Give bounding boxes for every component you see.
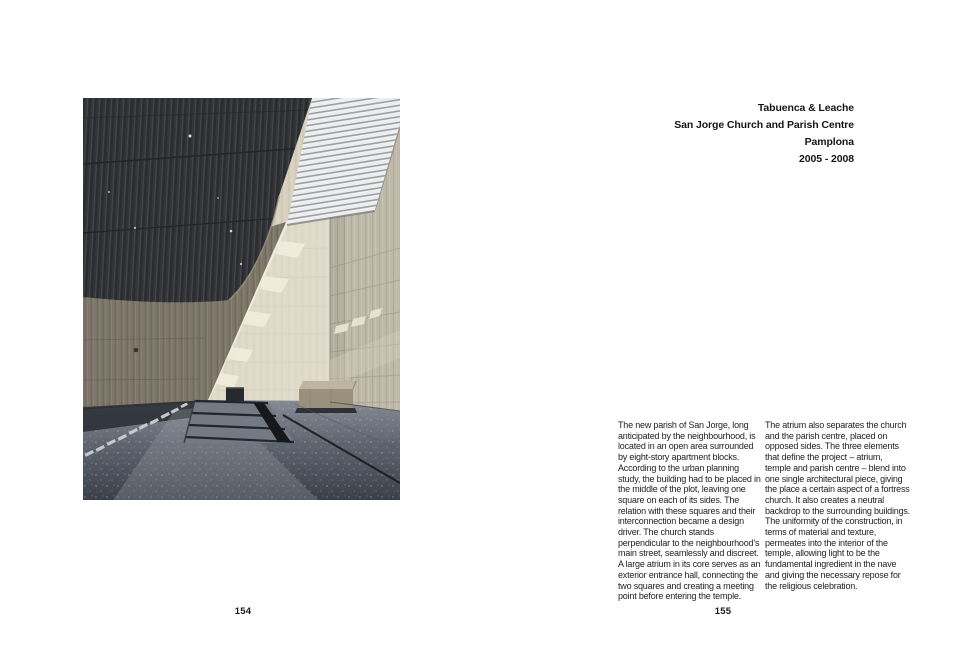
project-location: Pamplona (804, 136, 854, 148)
page-number-left: 154 (234, 606, 252, 617)
page-number-right: 155 (714, 606, 732, 617)
architects-name: Tabuenca & Leache (757, 102, 854, 114)
page-right (480, 0, 960, 656)
body-text-column-2: The atrium also separates the church and the parish centre, placed on opposed sides. The three elements that define the project – atrium, temple and parish centre – blend into one single architectural piece, giving the place a certain aspect of a fortress church. It also creates a neutral backdrop to the surrounding buildings. The uniformity of the construction, in terms of material and texture, permeates into the interior of the temple, allowing light to be the fundamental ingredient in the nave and giving the necessary repose for the religious celebration. (765, 420, 911, 591)
project-credit-block (674, 100, 854, 168)
body-text-column-1: The new parish of San Jorge, long anticipated by the neighbourhood, is located in an open area surrounded by eight-story apartment blocks. According to the urban planning study, the building had to be placed in the middle of the plot, leaving one square on each of its sides. The relation with these squares and their interconnection became a design driver. The church stands perpendicular to the neighbourhood’s main street, seamlessly and discreet. A large atrium in its core serves as an exterior entrance hall, connecting the two squares and creating a meeting point before entering the temple. (618, 420, 761, 602)
photo-illustration (83, 98, 400, 500)
wall-drain-dot (134, 348, 139, 353)
project-years: 2005 - 2008 (799, 153, 854, 165)
church-atrium-photo (83, 98, 400, 500)
stair-block (226, 388, 244, 401)
project-title: San Jorge Church and Parish Centre (674, 119, 854, 131)
